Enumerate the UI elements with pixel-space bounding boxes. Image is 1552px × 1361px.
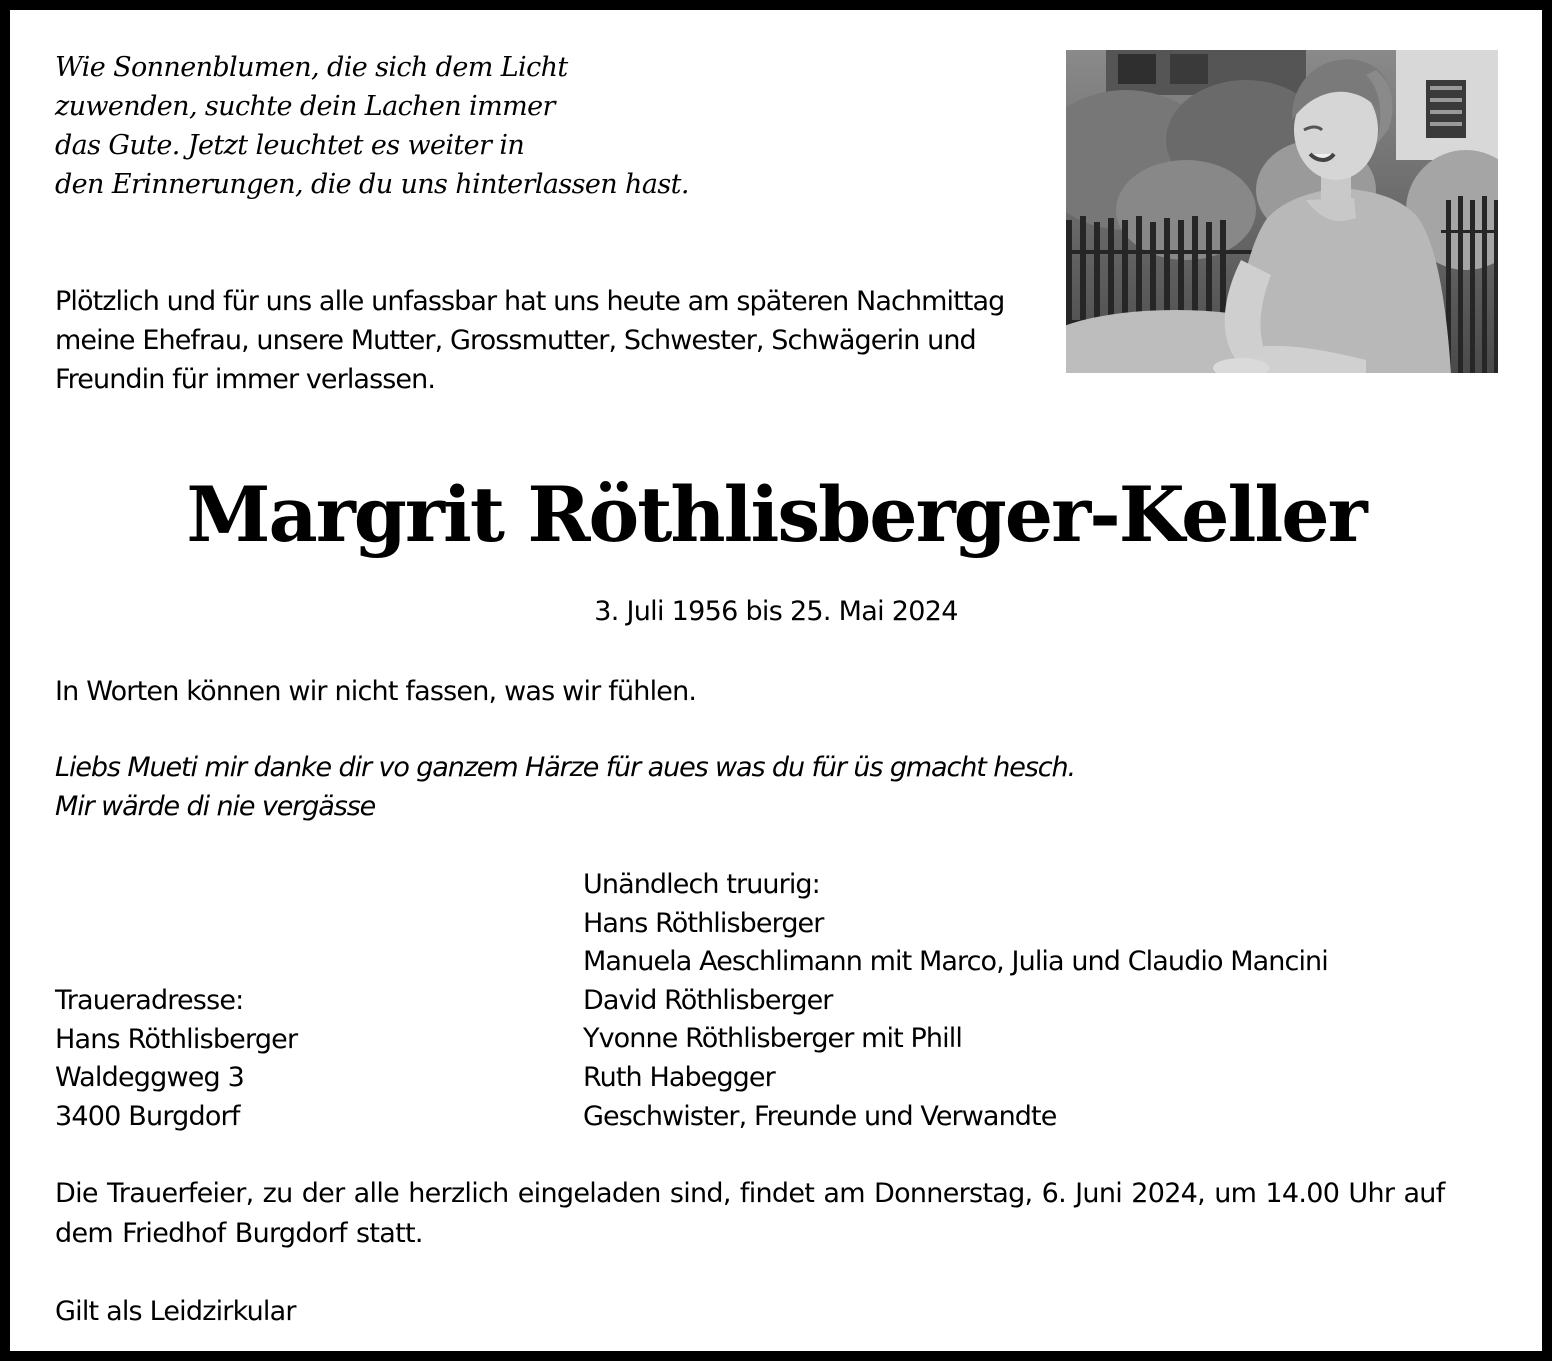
mourner-name: Manuela Aeschlimann mit Marco, Julia und Claudio Mancini xyxy=(583,946,1328,978)
farewell-line: Liebs Mueti mir danke dir vo ganzem Härze für aues was du für üs gmacht hesch. xyxy=(55,752,1075,783)
address-line: Hans Röthlisberger xyxy=(55,1023,298,1055)
deceased-name: Margrit Röthlisberger-Keller xyxy=(186,470,1366,559)
farewell-message xyxy=(55,748,1075,826)
circular-notice: Gilt als Leidzirkular xyxy=(55,1296,296,1327)
mourners-list xyxy=(583,866,1328,1136)
mourner-name: Geschwister, Freunde und Verwandte xyxy=(583,1100,1057,1132)
mourning-address xyxy=(55,982,297,1136)
announcement-text xyxy=(55,282,1004,399)
mourner-name: David Röthlisberger xyxy=(583,984,833,1016)
announcement-line: meine Ehefrau, unsere Mutter, Grossmutter, Schwester, Schwägerin und xyxy=(55,325,976,356)
condolence-line: In Worten können wir nicht fassen, was wir fühlen. xyxy=(55,676,697,707)
poem-line: Wie Sonnenblumen, die sich dem Licht xyxy=(55,52,568,83)
portrait-photo xyxy=(1066,50,1498,373)
announcement-line: Plötzlich und für uns alle unfassbar hat uns heute am späteren Nachmittag xyxy=(55,286,1005,317)
farewell-line: Mir wärde di nie vergässe xyxy=(55,791,376,822)
poem-line: zuwenden, suchte dein Lachen immer xyxy=(55,91,555,122)
poem-line: den Erinnerungen, die du uns hinterlassen hast. xyxy=(55,169,689,200)
address-line: Waldeggweg 3 xyxy=(55,1062,245,1094)
announcement-line: Freundin für immer verlassen. xyxy=(55,364,436,395)
mourner-name: Ruth Habegger xyxy=(583,1061,775,1093)
mourners-heading: Unändlech truurig: xyxy=(583,869,820,900)
mourner-name: Hans Röthlisberger xyxy=(583,907,824,939)
funeral-service-info: Die Trauerfeier, zu der alle herzlich eingeladen sind, findet am Donnerstag, 6. Juni 2024, um 14.00 Uhr auf dem Friedhof Burgdorf statt. xyxy=(55,1178,1445,1249)
poem xyxy=(55,48,689,204)
life-dates: 3. Juli 1956 bis 25. Mai 2024 xyxy=(594,596,958,627)
address-heading: Traueradresse: xyxy=(55,985,244,1016)
poem-line: das Gute. Jetzt leuchtet es weiter in xyxy=(55,130,525,161)
address-line: 3400 Burgdorf xyxy=(55,1100,240,1132)
mourner-name: Yvonne Röthlisberger mit Phill xyxy=(583,1023,962,1055)
